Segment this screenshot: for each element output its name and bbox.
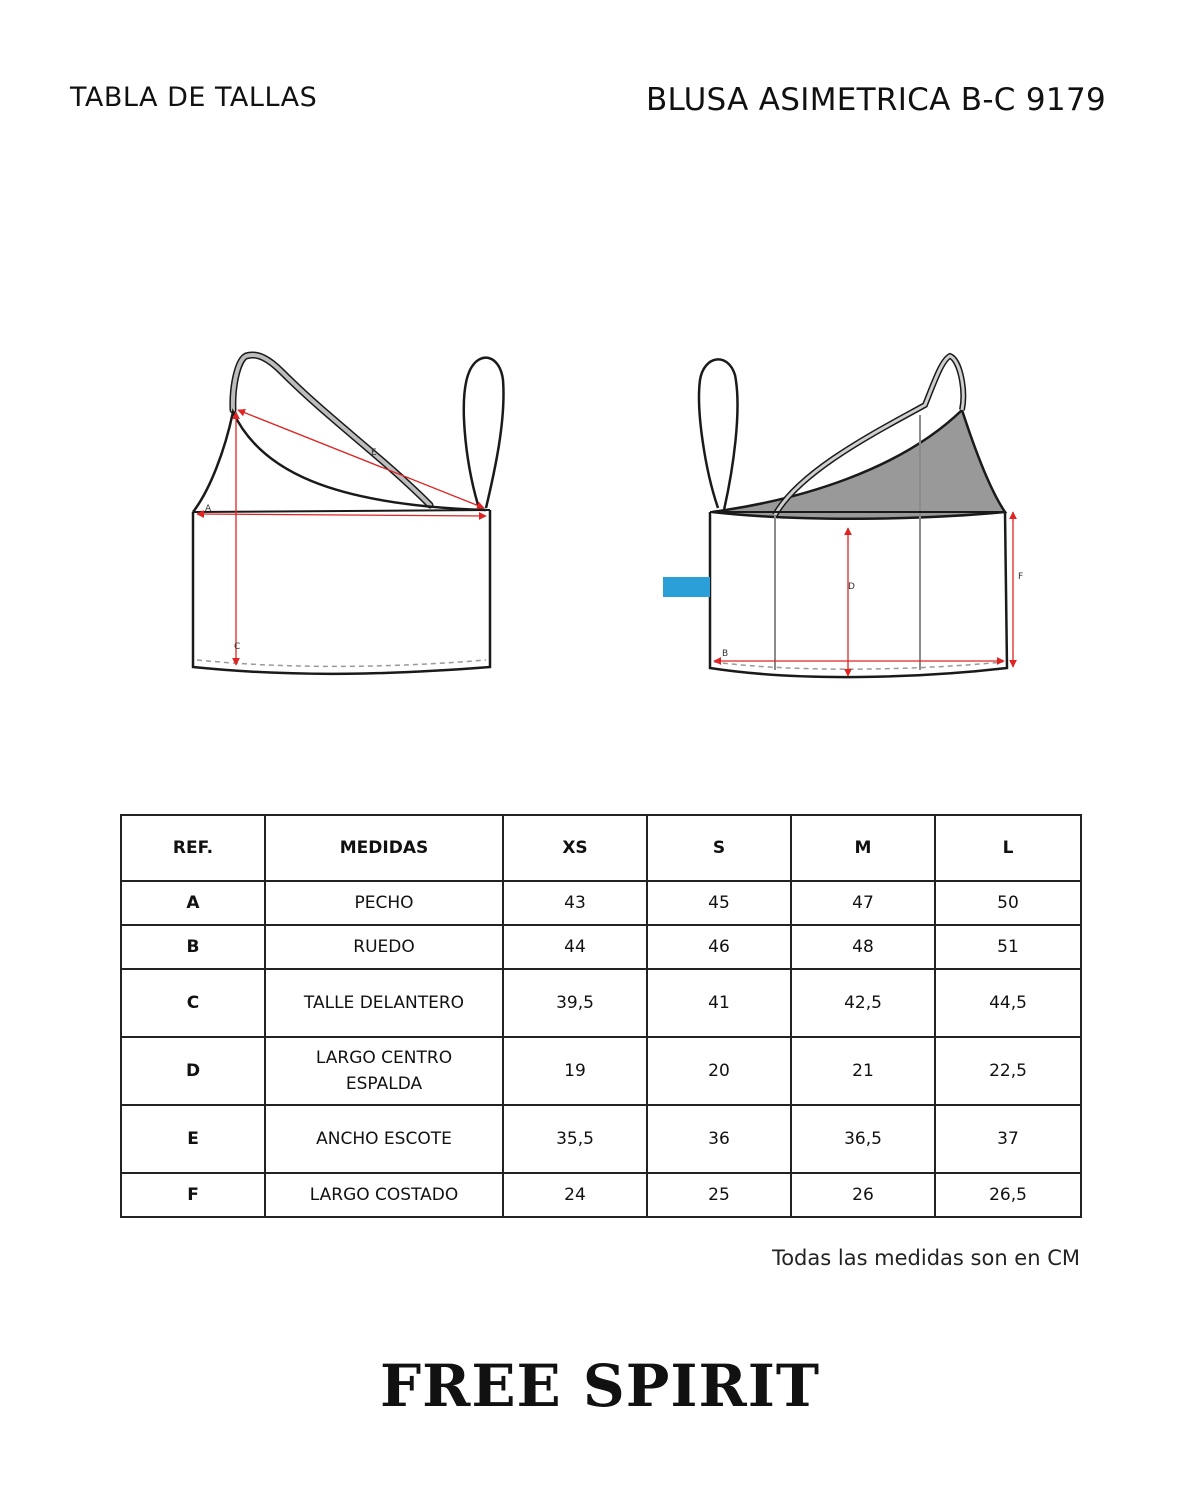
back-view [663, 356, 1023, 677]
table-header-row [121, 815, 1081, 881]
value-cell: 19 [503, 1037, 647, 1105]
column-header: L [935, 815, 1081, 881]
ref-cell: B [121, 925, 265, 969]
value-cell: 45 [647, 881, 791, 925]
label-f: F [1018, 572, 1024, 582]
table-row [121, 925, 1081, 969]
column-header: XS [503, 815, 647, 881]
ref-cell: D [121, 1037, 265, 1105]
ref-cell: C [121, 969, 265, 1037]
value-cell: 37 [935, 1105, 1081, 1173]
measure-cell: LARGO COSTADO [265, 1173, 503, 1217]
ref-cell: A [121, 881, 265, 925]
column-header: M [791, 815, 935, 881]
value-cell: 20 [647, 1037, 791, 1105]
front-view [193, 355, 504, 674]
value-cell: 43 [503, 881, 647, 925]
value-cell: 36 [647, 1105, 791, 1173]
value-cell: 22,5 [935, 1037, 1081, 1105]
table-row [121, 881, 1081, 925]
column-header: REF. [121, 815, 265, 881]
product-title: BLUSA ASIMETRICA B-C 9179 [645, 82, 1106, 118]
table-row [121, 1173, 1081, 1217]
value-cell: 21 [791, 1037, 935, 1105]
column-header: S [647, 815, 791, 881]
value-cell: 48 [791, 925, 935, 969]
ref-cell: E [121, 1105, 265, 1173]
value-cell: 47 [791, 881, 935, 925]
ref-cell: F [121, 1173, 265, 1217]
value-cell: 35,5 [503, 1105, 647, 1173]
value-cell: 26 [791, 1173, 935, 1217]
value-cell: 36,5 [791, 1105, 935, 1173]
value-cell: 46 [647, 925, 791, 969]
value-cell: 50 [935, 881, 1081, 925]
column-header: MEDIDAS [265, 815, 503, 881]
label-b: B [722, 649, 729, 659]
brand-logo: FREE SPIRIT [379, 1352, 821, 1420]
label-a: A [205, 504, 212, 514]
value-cell: 25 [647, 1173, 791, 1217]
size-table [120, 814, 1082, 1218]
measure-cell: ANCHO ESCOTE [265, 1105, 503, 1173]
table-row [121, 1037, 1081, 1105]
value-cell: 51 [935, 925, 1081, 969]
blue-tab [663, 577, 710, 597]
value-cell: 26,5 [935, 1173, 1081, 1217]
label-d: D [848, 582, 855, 592]
table-row [121, 969, 1081, 1037]
page-title: TABLA DE TALLAS [70, 82, 318, 113]
value-cell: 42,5 [791, 969, 935, 1037]
value-cell: 44 [503, 925, 647, 969]
value-cell: 44,5 [935, 969, 1081, 1037]
units-note: Todas las medidas son en CM [771, 1246, 1080, 1270]
measure-cell: LARGO CENTRO ESPALDA [265, 1037, 503, 1105]
garment-diagram [0, 340, 1200, 700]
value-cell: 39,5 [503, 969, 647, 1037]
measure-cell: TALLE DELANTERO [265, 969, 503, 1037]
table-row [121, 1105, 1081, 1173]
value-cell: 41 [647, 969, 791, 1037]
measure-cell: RUEDO [265, 925, 503, 969]
measure-cell: PECHO [265, 881, 503, 925]
value-cell: 24 [503, 1173, 647, 1217]
label-e: E [371, 448, 377, 458]
label-c: C [234, 642, 241, 652]
